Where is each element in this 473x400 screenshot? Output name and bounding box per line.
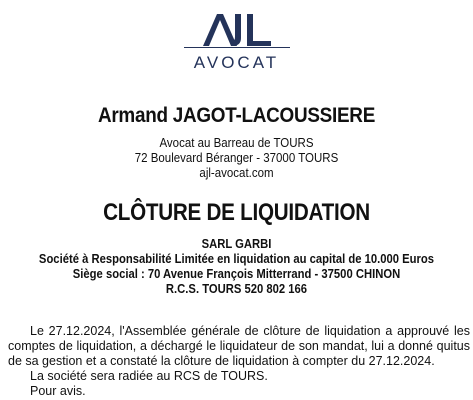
company-name: SARL GARBI — [201, 237, 272, 251]
radiation-line: La société sera radiée au RCS de TOURS. — [30, 369, 268, 383]
registered-office: Siège social : 70 Avenue François Mitterrand - 37500 CHINON — [72, 267, 401, 281]
lawyer-bar: Avocat au Barreau de TOURS — [159, 136, 314, 150]
company-rcs: R.C.S. TOURS 520 802 166 — [165, 282, 308, 296]
lawyer-address: 72 Boulevard Béranger - 37000 TOURS — [134, 151, 339, 165]
lawyer-name: Armand JAGOT-LACOUSSIERE — [97, 104, 376, 127]
firm-logo — [0, 12, 473, 48]
closing-line: Pour avis. — [30, 384, 86, 398]
lawyer-website: ajl-avocat.com — [199, 166, 274, 180]
company-form: Société à Responsabilité Limitée en liquidation au capital de 10.000 Euros — [38, 252, 435, 266]
ajl-monogram-icon — [197, 12, 277, 48]
logo-divider — [184, 47, 290, 48]
notice-title: CLÔTURE DE LIQUIDATION — [103, 199, 370, 226]
notice-body: Le 27.12.2024, l'Assemblée générale de clôture de liquidation a approuvé les comptes de liquidation, a déchargé le liquidateur de son mandat, lui a donné quitus de sa gestion et a constaté la clôture de liquidation à compter du 27.12.2024. — [8, 324, 470, 368]
logo-wordmark: AVOCAT — [193, 53, 280, 72]
